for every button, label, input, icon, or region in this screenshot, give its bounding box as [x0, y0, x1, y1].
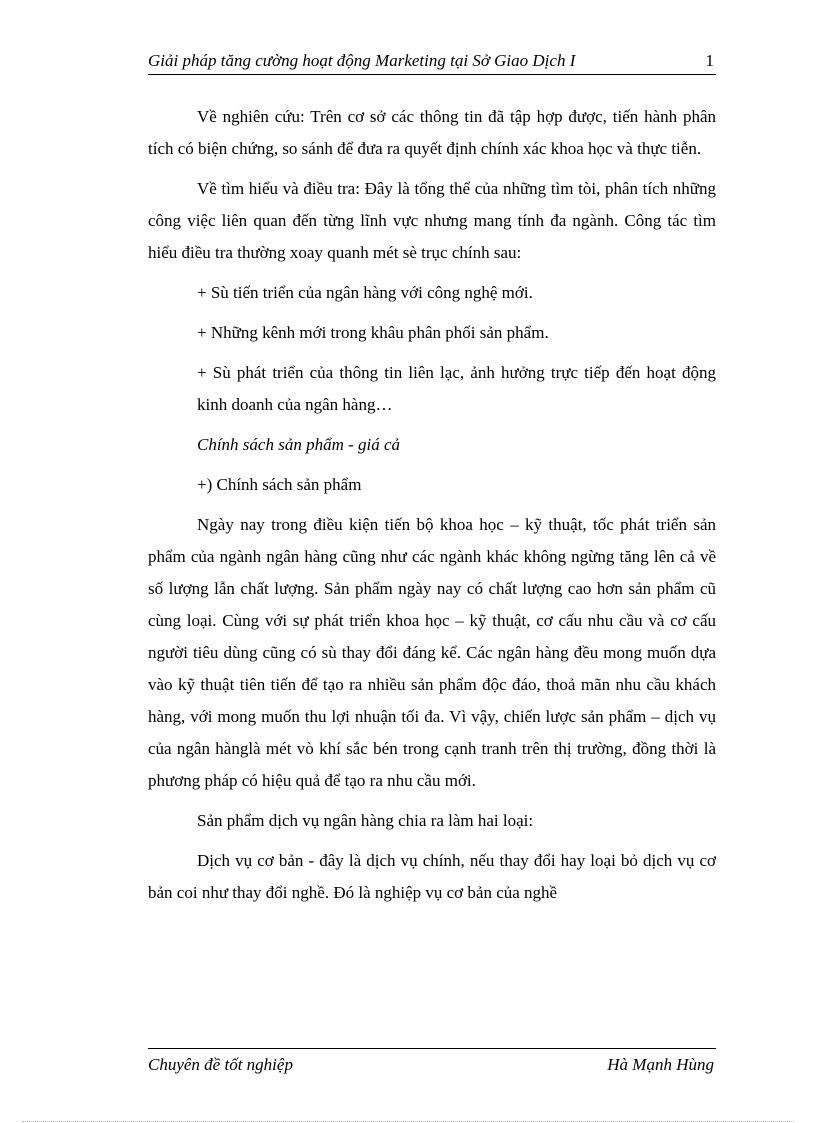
footer-doc-type: Chuyên đề tốt nghiệp — [148, 1055, 293, 1074]
bullet-channels: + Những kênh mới trong khâu phân phối sản phẩm. — [197, 323, 549, 342]
paragraph-research: Về nghiên cứu: Trên cơ sở các thông tin đã tập hợp được, tiến hành phân tích có biện chứng, so sánh để đưa ra quyết định chính xác khoa học và thực tiễn. — [148, 107, 716, 158]
paragraph-service-types: Sản phẩm dịch vụ ngân hàng chia ra làm hai loại: — [197, 811, 534, 830]
section-heading-product-price: Chính sách sản phẩm - giá cả — [197, 435, 401, 454]
footer-author: Hà Mạnh Hùng — [607, 1055, 714, 1074]
page-number: 1 — [705, 51, 714, 70]
paragraph-basic-service: Dịch vụ cơ bản - đây là dịch vụ chính, nếu thay đổi hay loại bỏ dịch vụ cơ bản coi như thay đổi nghề. Đó là nghiệp vụ cơ bản của nghề — [148, 851, 716, 902]
bullet-communication: + Sù phát triển của thông tin liên lạc, ảnh hưởng trực tiếp đến hoạt động kinh doanh của ngân hàng… — [197, 363, 716, 414]
page-footer — [148, 1048, 716, 1077]
header-title: Giải pháp tăng cường hoạt động Marketing tại Sở Giao Dịch I — [148, 51, 576, 70]
page-edge-divider — [22, 1121, 794, 1122]
subsection-heading-product-policy: +) Chính sách sản phẩm — [197, 475, 362, 494]
page-header — [148, 50, 716, 75]
bullet-technology: + Sù tiến triển của ngân hàng với công nghệ mới. — [197, 283, 533, 302]
document-body — [148, 101, 716, 917]
paragraph-survey: Về tìm hiểu và điều tra: Đây là tổng thể của những tìm tòi, phân tích những công việc liên quan đến từng lĩnh vực nhưng mang tính đa ngành. Công tác tìm hiểu điều tra thường xoay quanh mét sè trục chính sau: — [148, 179, 716, 262]
paragraph-product-development: Ngày nay trong điều kiện tiến bộ khoa học – kỹ thuật, tốc phát triển sản phẩm của ngành ngân hàng cũng như các ngành khác không ngừng tăng lên cả về số lượng lẫn chất lượng. Sản phẩm ngày nay có chất lượng cao hơn sản phẩm cũ cùng loại. Cùng với sự phát triển khoa học – kỹ thuật, cơ cấu nhu cầu và cơ cấu người tiêu dùng cũng có sù thay đổi đáng kể. Các ngân hàng đều mong muốn dựa vào kỹ thuật tiên tiến để tạo ra nhiều sản phẩm độc đáo, thoả mãn nhu cầu khách hàng, với mong muốn thu lợi nhuận tối đa. Vì vậy, chiến lược sản phẩm – dịch vụ của ngân hànglà mét vò khí sắc bén trong cạnh tranh trên thị trường, đồng thời là phương pháp có hiệu quả để tạo ra nhu cầu mới. — [148, 515, 716, 790]
